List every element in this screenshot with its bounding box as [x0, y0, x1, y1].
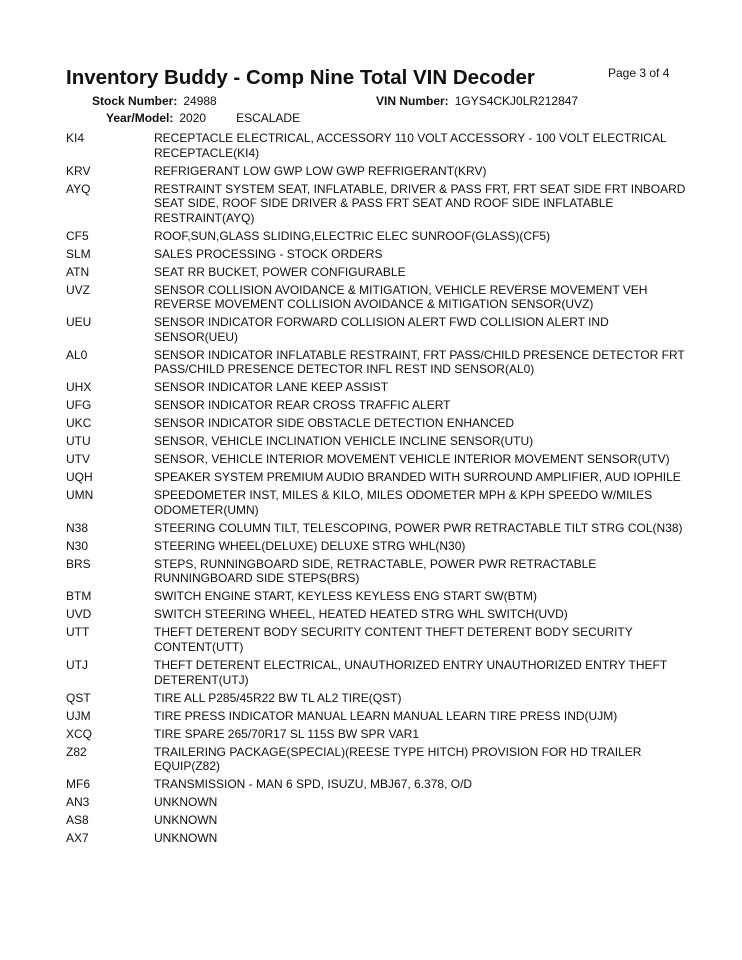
option-code: BTM	[66, 589, 92, 604]
option-row	[66, 380, 686, 395]
option-row	[66, 691, 686, 706]
option-code: KRV	[66, 163, 91, 178]
option-description: SWITCH STEERING WHEEL, HEATED HEATED STRG WHL SWITCH(UVD)	[154, 607, 568, 622]
option-description: THEFT DETERENT ELECTRICAL, UNAUTHORIZED ENTRY UNAUTHORIZED ENTRY THEFT DETERENT(UTJ)	[154, 658, 667, 687]
option-description: SEAT RR BUCKET, POWER CONFIGURABLE	[154, 264, 406, 279]
option-code: UTV	[66, 452, 90, 467]
option-code: SLM	[66, 246, 91, 261]
option-row	[66, 813, 686, 828]
option-code: UTU	[66, 434, 91, 449]
option-row	[66, 727, 686, 742]
model-value: ESCALADE	[236, 111, 301, 125]
option-row	[66, 229, 686, 244]
page-number: Page 3 of 4	[608, 66, 670, 80]
option-description: SENSOR INDICATOR REAR CROSS TRAFFIC ALERT	[154, 398, 451, 413]
option-description: SENSOR COLLISION AVOIDANCE & MITIGATION, VEHICLE REVERSE MOVEMENT VEH REVERSE MOVEMENT COLLISION AVOIDANCE & MITIGATION SENSOR(UVZ)	[154, 282, 648, 312]
option-row	[66, 283, 686, 312]
option-description: UNKNOWN	[154, 813, 218, 828]
option-description: STEERING WHEEL(DELUXE) DELUXE STRG WHL(N30)	[154, 538, 466, 553]
option-description: STEPS, RUNNINGBOARD SIDE, RETRACTABLE, POWER PWR RETRACTABLE RUNNINGBOARD SIDE STEPS(BRS)	[154, 556, 597, 586]
option-description: UNKNOWN	[154, 831, 218, 846]
option-code: UVD	[66, 607, 92, 622]
option-code: XCQ	[66, 726, 93, 741]
option-description: TIRE ALL P285/45R22 BW TL AL2 TIRE(QST)	[154, 690, 402, 705]
option-description: STEERING COLUMN TILT, TELESCOPING, POWER PWR RETRACTABLE TILT STRG COL(N38)	[154, 520, 683, 535]
option-description: SENSOR, VEHICLE INCLINATION VEHICLE INCLINE SENSOR(UTU)	[154, 434, 534, 449]
option-row	[66, 182, 686, 226]
option-description: SENSOR INDICATOR LANE KEEP ASSIST	[154, 380, 389, 395]
option-description: SENSOR, VEHICLE INTERIOR MOVEMENT VEHICLE INTERIOR MOVEMENT SENSOR(UTV)	[154, 452, 670, 467]
option-code: AL0	[66, 347, 88, 362]
option-code: N38	[66, 520, 89, 535]
option-code: UFG	[66, 398, 92, 413]
option-row	[66, 709, 686, 724]
option-description: UNKNOWN	[154, 795, 218, 810]
option-row	[66, 470, 686, 485]
option-code: UEU	[66, 315, 92, 330]
option-description: SENSOR INDICATOR SIDE OBSTACLE DETECTION ENHANCED	[154, 416, 515, 431]
option-row	[66, 452, 686, 467]
option-description: ROOF,SUN,GLASS SLIDING,ELECTRIC ELEC SUNROOF(GLASS)(CF5)	[154, 228, 551, 243]
option-description: SPEEDOMETER INST, MILES & KILO, MILES ODOMETER MPH & KPH SPEEDO W/MILES ODOMETER(UMN)	[154, 488, 653, 517]
option-row	[66, 315, 686, 344]
option-code: MF6	[66, 777, 90, 792]
option-code: Z82	[66, 744, 87, 759]
year-model-label: Year/Model:	[106, 111, 174, 125]
vin-number-value: 1GYS4CKJ0LR212847	[454, 94, 579, 108]
option-list	[66, 131, 686, 849]
option-code: UHX	[66, 380, 92, 395]
option-description: SALES PROCESSING - STOCK ORDERS	[154, 246, 383, 261]
option-row	[66, 434, 686, 449]
option-code: UTJ	[66, 658, 88, 672]
option-description: TIRE PRESS INDICATOR MANUAL LEARN MANUAL LEARN TIRE PRESS IND(UJM)	[154, 708, 618, 723]
option-description: THEFT DETERENT BODY SECURITY CONTENT THEFT DETERENT BODY SECURITY CONTENT(UTT)	[154, 625, 633, 655]
option-row	[66, 625, 686, 654]
option-description: SWITCH ENGINE START, KEYLESS KEYLESS ENG START SW(BTM)	[154, 589, 537, 604]
option-description: REFRIGERANT LOW GWP LOW GWP REFRIGERANT(KRV)	[154, 163, 487, 178]
option-row	[66, 348, 686, 377]
option-row	[66, 831, 686, 846]
option-row	[66, 557, 686, 586]
option-row	[66, 488, 686, 517]
document-title: Inventory Buddy - Comp Nine Total VIN Decoder	[66, 66, 535, 89]
option-code: KI4	[66, 131, 85, 145]
vin-number	[376, 94, 578, 108]
option-row	[66, 658, 686, 687]
stock-number	[92, 94, 217, 108]
option-description: RESTRAINT SYSTEM SEAT, INFLATABLE, DRIVER & PASS FRT, FRT SEAT SIDE FRT INBOARD SEAT SIDE, ROOF SIDE DRIVER & PASS FRT SEAT AND ROOF SIDE INFLATABLE RESTRAINT(AYQ)	[154, 181, 686, 225]
option-row	[66, 164, 686, 179]
option-code: AYQ	[66, 181, 91, 196]
option-row	[66, 795, 686, 810]
option-code: UMN	[66, 488, 94, 503]
option-code: UQH	[66, 470, 93, 485]
option-description: TRANSMISSION - MAN 6 SPD, ISUZU, MBJ67, 6.378, O/D	[154, 777, 473, 792]
option-code: CF5	[66, 228, 89, 243]
option-description: SENSOR INDICATOR INFLATABLE RESTRAINT, FRT PASS/CHILD PRESENCE DETECTOR FRT PASS/CHILD PRESENCE DETECTOR INFL REST IND SENSOR(AL0)	[154, 347, 685, 377]
option-description: TRAILERING PACKAGE(SPECIAL)(REESE TYPE HITCH) PROVISION FOR HD TRAILER EQUIP(Z82)	[154, 744, 642, 774]
option-row	[66, 745, 686, 774]
option-row	[66, 131, 686, 160]
option-description: RECEPTACLE ELECTRICAL, ACCESSORY 110 VOLT ACCESSORY - 100 VOLT ELECTRICAL RECEPTACLE(KI4)	[154, 131, 667, 160]
stock-number-label: Stock Number:	[92, 94, 178, 108]
option-code: AS8	[66, 813, 89, 828]
stock-number-value: 24988	[183, 94, 217, 108]
option-row	[66, 607, 686, 622]
option-row	[66, 539, 686, 554]
option-description: TIRE SPARE 265/70R17 SL 115S BW SPR VAR1	[154, 726, 420, 741]
option-code: AN3	[66, 795, 90, 810]
option-code: N30	[66, 538, 89, 553]
option-row	[66, 777, 686, 792]
option-row	[66, 521, 686, 536]
option-row	[66, 398, 686, 413]
option-code: UKC	[66, 416, 92, 431]
option-code: QST	[66, 690, 91, 705]
option-row	[66, 589, 686, 604]
option-code: UJM	[66, 708, 91, 723]
option-row	[66, 247, 686, 262]
year-model	[106, 111, 300, 125]
option-code: ATN	[66, 264, 90, 279]
year-value: 2020	[179, 111, 207, 125]
option-code: UVZ	[66, 282, 90, 297]
vin-number-label: VIN Number:	[376, 94, 449, 108]
option-row	[66, 416, 686, 431]
option-description: SPEAKER SYSTEM PREMIUM AUDIO BRANDED WITH SURROUND AMPLIFIER, AUD IOPHILE	[154, 470, 681, 485]
option-description: SENSOR INDICATOR FORWARD COLLISION ALERT FWD COLLISION ALERT IND SENSOR(UEU)	[154, 315, 609, 344]
option-row	[66, 265, 686, 280]
option-code: UTT	[66, 625, 90, 640]
option-code: AX7	[66, 831, 89, 846]
option-code: BRS	[66, 556, 91, 571]
